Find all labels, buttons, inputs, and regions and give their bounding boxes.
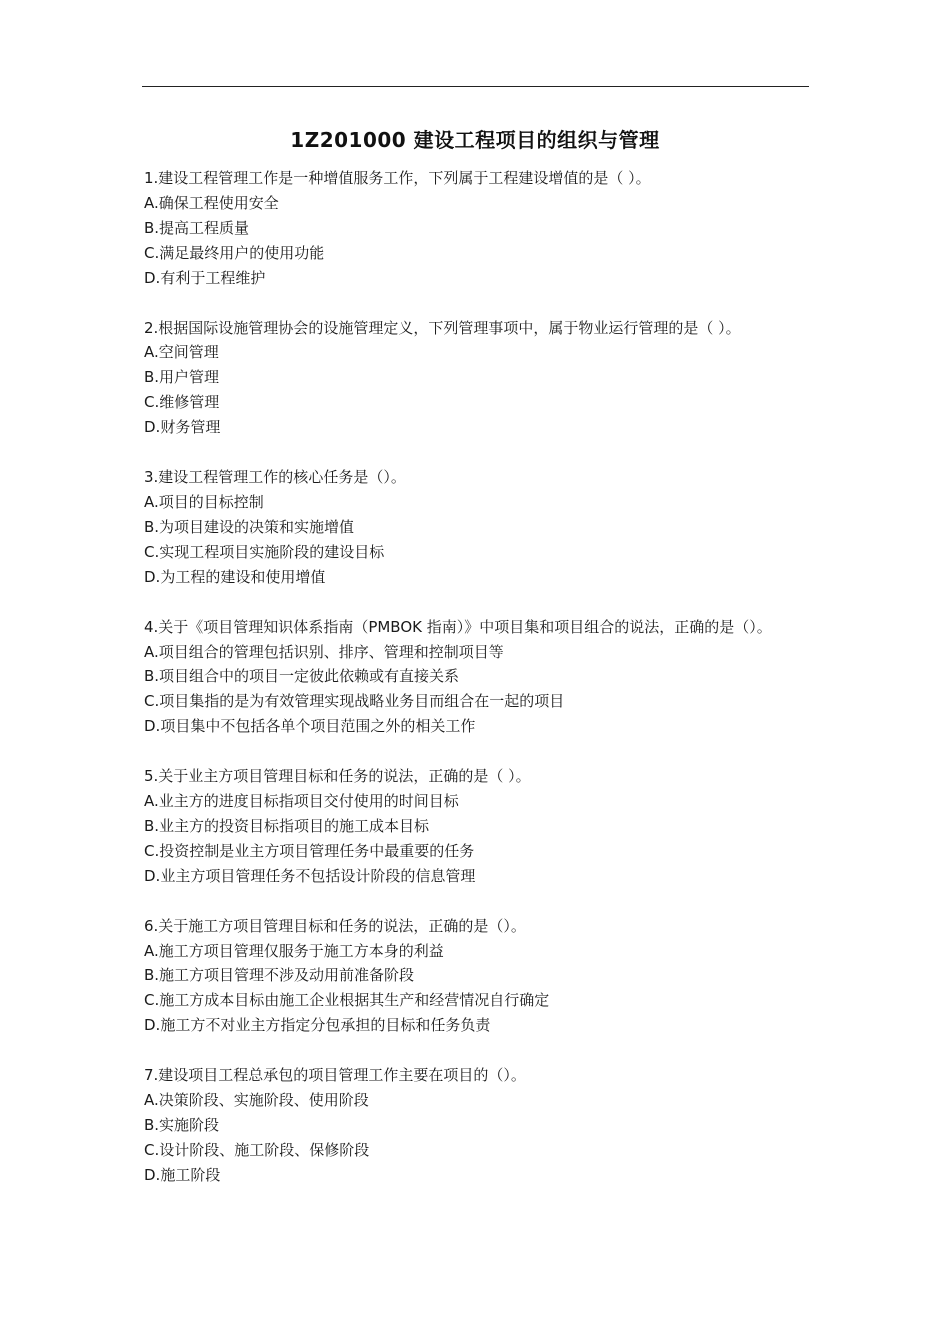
- option-b: B.项目组合中的项目一定彼此依赖或有直接关系: [144, 667, 460, 686]
- option-a: A.项目组合的管理包括识别、排序、管理和控制项目等: [144, 642, 504, 661]
- option-d: D.为工程的建设和使用增值: [144, 567, 326, 586]
- option-c: C.施工方成本目标由施工企业根据其生产和经营情况自行确定: [144, 991, 550, 1010]
- option-c: C.实现工程项目实施阶段的建设目标: [144, 542, 385, 561]
- option-c: C.投资控制是业主方项目管理任务中最重要的任务: [144, 841, 475, 860]
- question-5: [144, 764, 824, 889]
- option-c: C.项目集指的是为有效管理实现战略业务目而组合在一起的项目: [144, 692, 565, 711]
- question-3: [144, 465, 824, 590]
- question-1: [144, 166, 824, 291]
- option-c: C.维修管理: [144, 393, 220, 412]
- question-7: [144, 1063, 824, 1188]
- question-stem: 1.建设工程管理工作是一种增值服务工作，下列属于工程建设增值的是（ ）。: [144, 169, 651, 187]
- option-d: D.施工方不对业主方指定分包承担的目标和任务负责: [144, 1016, 491, 1035]
- option-a: A.业主方的进度目标指项目交付使用的时间目标: [144, 792, 459, 811]
- option-d: D.业主方项目管理任务不包括设计阶段的信息管理: [144, 866, 476, 885]
- option-b: B.提高工程质量: [144, 218, 250, 237]
- option-d: D.项目集中不包括各单个项目范围之外的相关工作: [144, 717, 476, 736]
- option-c: C.满足最终用户的使用功能: [144, 243, 325, 262]
- option-d: D.施工阶段: [144, 1165, 221, 1184]
- option-a: A.施工方项目管理仅服务于施工方本身的利益: [144, 941, 444, 960]
- question-stem: 3.建设工程管理工作的核心任务是（）。: [144, 468, 406, 487]
- page-title: 1Z201000 建设工程项目的组织与管理: [290, 128, 660, 152]
- question-stem: 7.建设项目工程总承包的项目管理工作主要在项目的（）。: [144, 1066, 526, 1085]
- option-b: B.实施阶段: [144, 1116, 220, 1134]
- option-a: A.项目的目标控制: [144, 492, 264, 511]
- option-b: B.用户管理: [144, 368, 220, 387]
- option-b: B.施工方项目管理不涉及动用前准备阶段: [144, 966, 415, 985]
- question-stem: 4.关于《项目管理知识体系指南（PMBOK 指南）》中项目集和项目组合的说法，正确的是（）。: [144, 617, 772, 636]
- question-stem: 5.关于业主方项目管理目标和任务的说法，正确的是（ ）。: [144, 767, 531, 786]
- question-list: [144, 166, 824, 1213]
- option-c: C.设计阶段、施工阶段、保修阶段: [144, 1140, 370, 1159]
- option-b: B.为项目建设的决策和实施增值: [144, 517, 355, 536]
- option-a: A.空间管理: [144, 343, 219, 362]
- option-a: A.确保工程使用安全: [144, 193, 279, 212]
- question-stem: 2.根据国际设施管理协会的设施管理定义，下列管理事项中，属于物业运行管理的是（ ）。: [144, 318, 741, 337]
- option-d: D.财务管理: [144, 418, 221, 437]
- question-4: [144, 615, 824, 740]
- question-2: [144, 316, 824, 441]
- option-b: B.业主方的投资目标指项目的施工成本目标: [144, 816, 430, 835]
- question-stem: 6.关于施工方项目管理目标和任务的说法，正确的是（）。: [144, 916, 526, 935]
- header-rule: [142, 86, 809, 87]
- question-6: [144, 914, 824, 1039]
- option-d: D.有利于工程维护: [144, 268, 266, 287]
- option-a: A.决策阶段、实施阶段、使用阶段: [144, 1091, 369, 1110]
